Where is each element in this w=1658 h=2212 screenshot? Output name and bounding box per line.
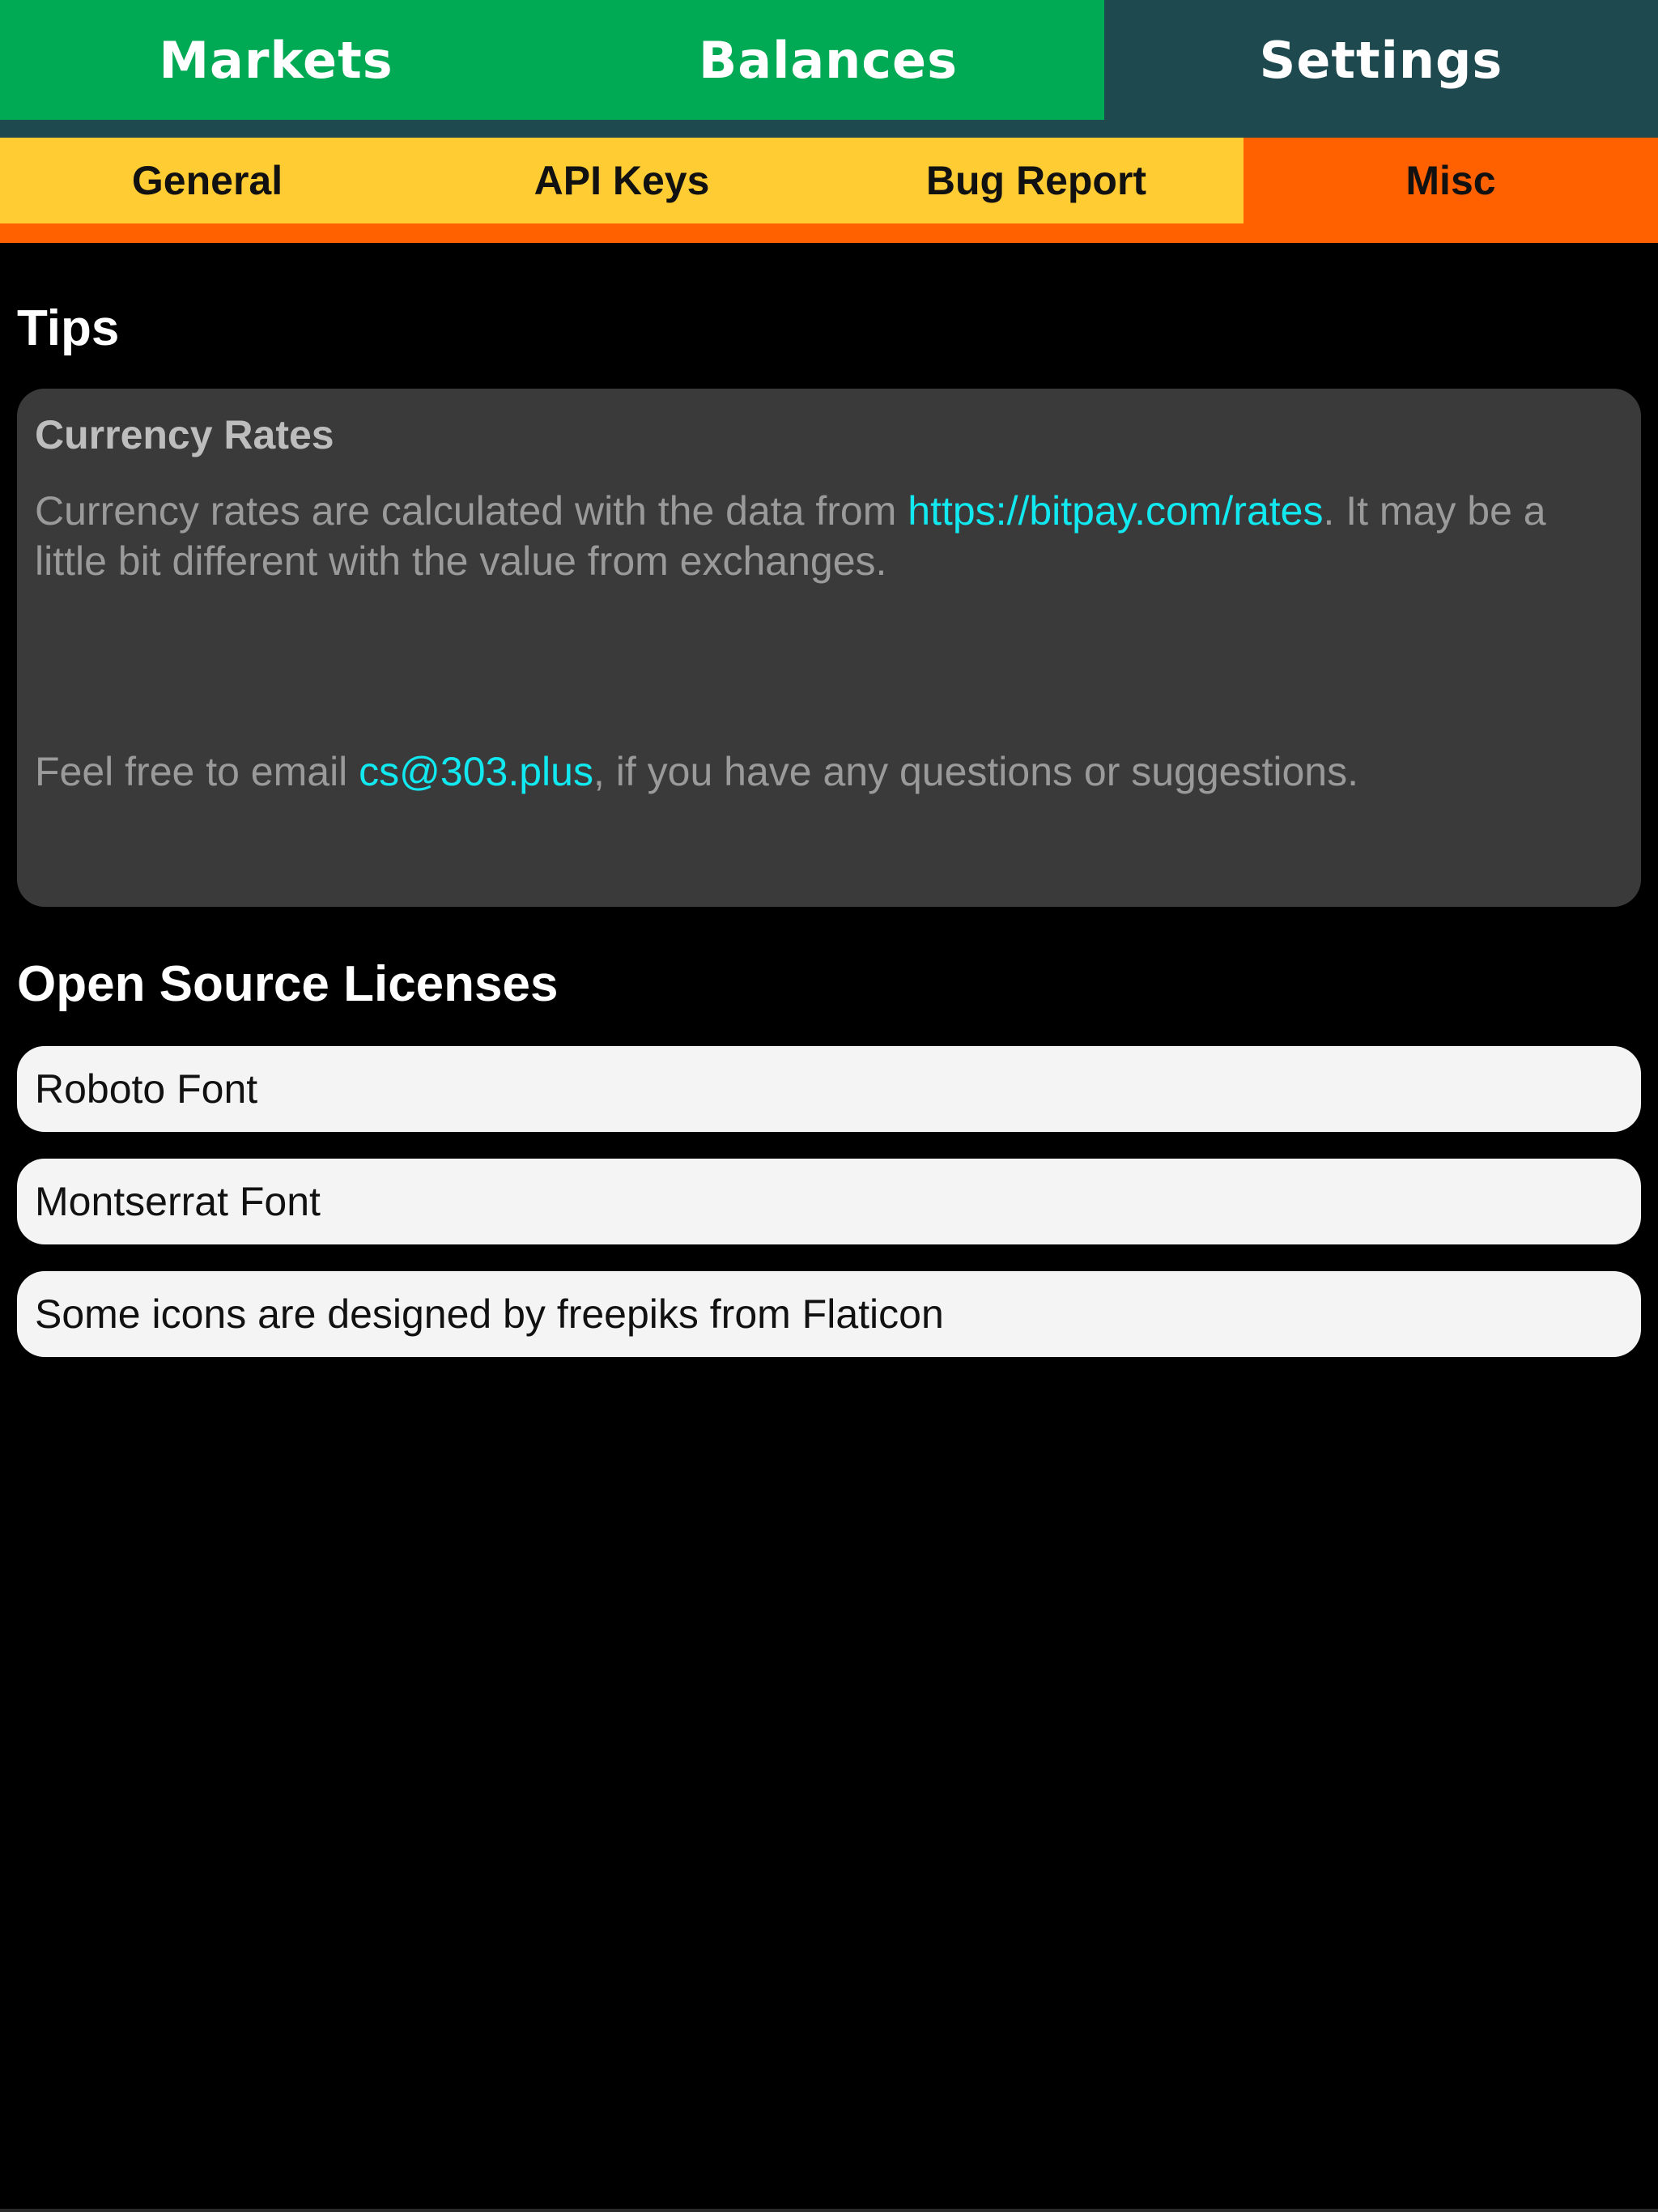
contact-text-prefix: Feel free to email (35, 749, 359, 794)
contact-text-suffix: , if you have any questions or suggestions. (593, 749, 1358, 794)
bottom-divider (0, 2209, 1658, 2212)
licenses-heading: Open Source Licenses (17, 956, 559, 1012)
support-email-link[interactable]: cs@303.plus (359, 749, 593, 794)
currency-rates-text (35, 486, 1623, 586)
tab-balances[interactable]: Balances (552, 0, 1104, 120)
subtab-bug-report[interactable]: Bug Report (829, 138, 1244, 223)
subtab-general[interactable]: General (0, 138, 414, 223)
license-item-roboto[interactable]: Roboto Font (17, 1046, 1641, 1132)
license-item-montserrat[interactable]: Montserrat Font (17, 1159, 1641, 1244)
tab-markets[interactable]: Markets (0, 0, 552, 120)
subtab-api-keys[interactable]: API Keys (414, 138, 829, 223)
tips-card (17, 389, 1641, 907)
license-item-flaticon[interactable]: Some icons are designed by freepiks from Flaticon (17, 1271, 1641, 1357)
contact-text (35, 747, 1623, 797)
currency-rates-text-suffix: . It may be a little bit different with the value from exchanges. (35, 488, 1546, 584)
top-navigation (0, 0, 1658, 138)
bitpay-rates-link[interactable]: https://bitpay.com/rates (908, 488, 1324, 534)
settings-subnavigation (0, 138, 1658, 243)
currency-rates-text-prefix: Currency rates are calculated with the data from (35, 488, 908, 534)
tab-settings[interactable]: Settings (1104, 0, 1658, 120)
currency-rates-title: Currency Rates (35, 412, 334, 457)
subtab-misc[interactable]: Misc (1244, 138, 1658, 223)
tips-heading: Tips (17, 300, 120, 356)
